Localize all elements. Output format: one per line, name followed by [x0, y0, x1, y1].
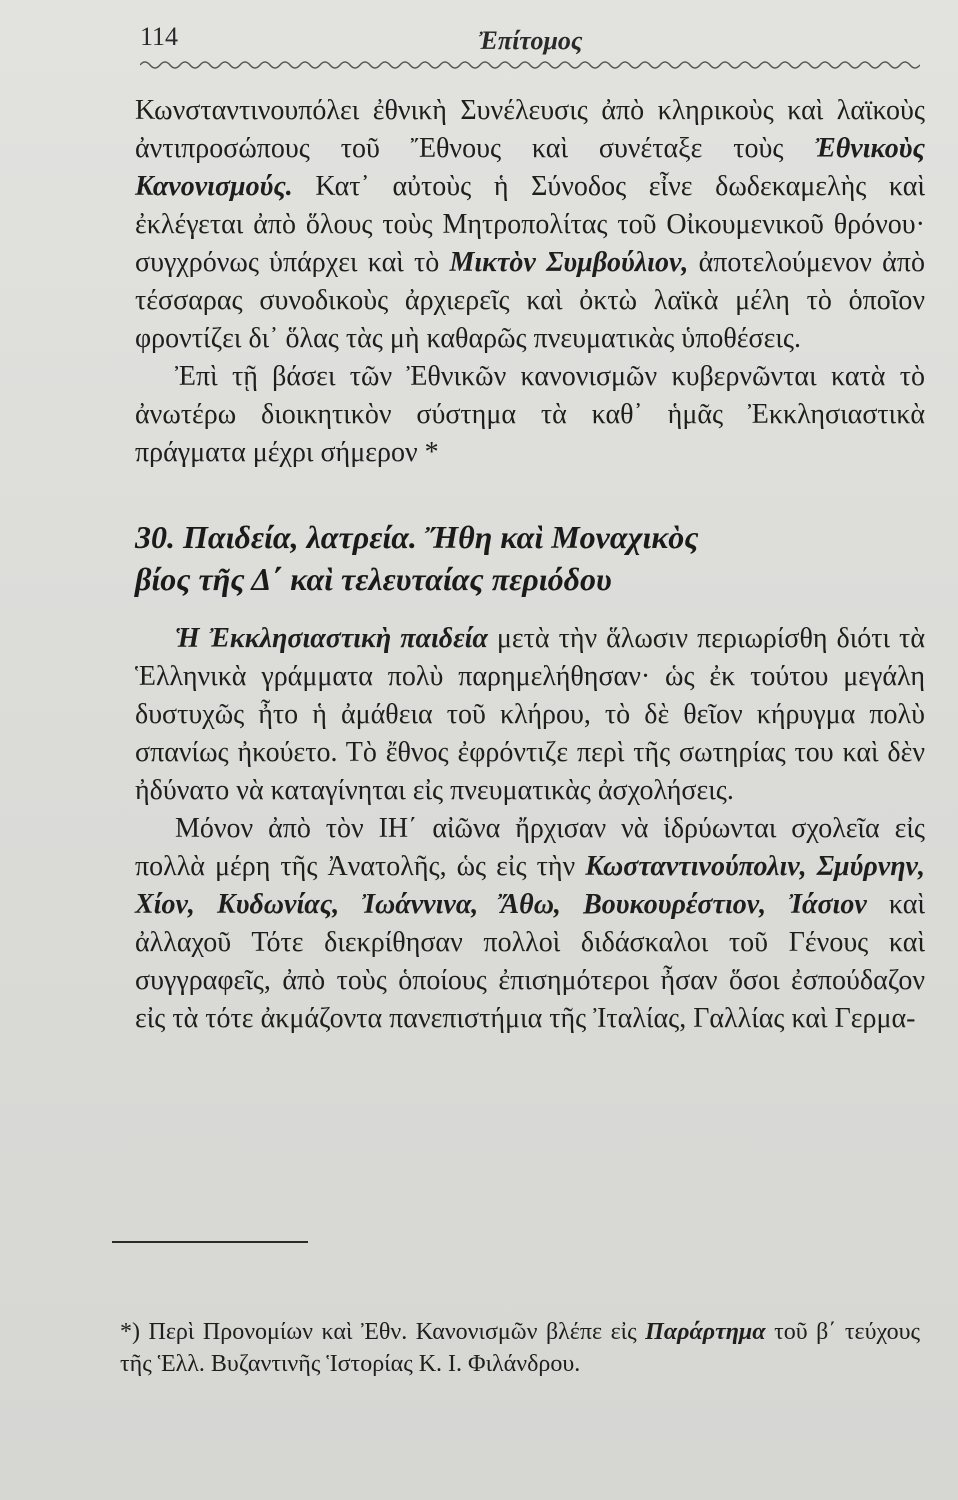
section-heading: [135, 516, 925, 600]
footnote: [120, 1316, 920, 1380]
emphasis-place-names: Κωσταντινούπολιν, Σμύρνην, Χίον, Κυδωνίας, Ἰωάννινα, Ἄθω, Βουκουρέστιον, Ἰάσιον: [135, 851, 925, 920]
emphasis-ethnikoi-kanonismoi: Ἐθνικοὺς Κανονισμούς.: [135, 133, 925, 202]
paragraph-1: [135, 92, 925, 358]
running-title: Ἐπίτομος: [478, 26, 583, 55]
text-run: καὶ ἀλλαχοῦ Τότε διεκρίθησαν πολλοὶ διδάσκαλοι τοῦ Γένους καὶ συγγραφεῖς, ἀπὸ τοὺς ὁποίους ἐπισημότεροι ἦσαν ὅσοι ἐσπούδαζον εἰς τὰ τότε ἀκμάζοντα πανεπιστήμια τῆς Ἰταλίας, Γαλλίας καὶ Γερμα-: [135, 889, 925, 1034]
section-heading-line-1: 30. Παιδεία, λατρεία. Ἤθη καὶ Μοναχικὸς: [135, 519, 699, 555]
main-text: [135, 92, 925, 1038]
text-run: *) Περὶ Προνομίων καὶ Ἐθν. Κανονισμῶν βλέπε εἰς: [120, 1319, 646, 1345]
footnote-divider: [112, 1241, 308, 1243]
emphasis-ekklisiastiki-paideia: Ἡ Ἐκκλησιαστικὴ παιδεία: [175, 623, 488, 654]
paragraph-2: Ἐπὶ τῇ βάσει τῶν Ἐθνικῶν κανονισμῶν κυβερνῶνται κατὰ τὸ ἀνωτέρω διοικητικὸν σύστημα τὰ καθ᾽ ἡμᾶς Ἐκκλησιαστικὰ πράγματα μέχρι σήμερον *: [135, 361, 925, 468]
text-run: ἀποτελούμενον ἀπὸ τέσσαρας συνοδικοὺς ἀρχιερεῖς καὶ ὀκτὼ λαϊκὰ μέλη τὸ ὁποῖον φροντίζει δι᾽ ὅλας τὰς μὴ καθαρῶς πνευματικὰς ὑποθέσεις.: [135, 247, 925, 354]
text-run: Μόνον ἀπὸ τὸν ΙΗ΄ αἰῶνα ἤρχισαν νὰ ἱδρύωνται σχολεῖα εἰς πολλὰ μέρη τῆς Ἀνατολῆς, ὡς εἰς τὴν: [135, 813, 925, 882]
emphasis-mikton-symvoulion: Μικτὸν Συμβούλιον,: [449, 247, 689, 278]
text-run: τοῦ β΄ τεύχους τῆς Ἑλλ. Βυζαντινῆς Ἱστορίας Κ. Ι. Φιλάνδρου.: [120, 1319, 920, 1377]
text-run: Κωνσταντινουπόλει ἐθνικὴ Συνέλευσις ἀπὸ κληρικοὺς καὶ λαϊκοὺς ἀντιπροσώπους τοῦ Ἔθνους καὶ συνέταξε τοὺς: [135, 95, 925, 164]
paragraph-4: [135, 810, 925, 1038]
section-heading-line-2: βίος τῆς Δ΄ καὶ τελευταίας περιόδου: [135, 561, 612, 597]
emphasis-parartima: Παράρτημα: [645, 1319, 766, 1345]
text-run: μετὰ τὴν ἅλωσιν περιωρίσθη διότι τὰ Ἑλληνικὰ γράμματα πολὺ παρημελήθησαν· ὡς ἐκ τούτου μεγάλη δυστυχῶς ἦτο ἡ ἀμάθεια τοῦ κλήρου, τὸ δὲ θεῖον κήρυγμα πολὺ σπανίως ἠκούετο. Τὸ ἔθνος ἐφρόντιζε περὶ τῆς σωτηρίας του καὶ δὲν ἠδύνατο νὰ καταγίνηται εἰς πνευματικὰς ἀσχολήσεις.: [135, 623, 925, 806]
paragraph-3: [135, 620, 925, 810]
page-number: 114: [140, 22, 179, 51]
wavy-header-rule: [140, 58, 920, 72]
text-run: Κατ᾽ αὐτοὺς ἡ Σύνοδος εἶνε δωδεκαμελὴς καὶ ἐκλέγεται ἀπὸ ὅλους τοὺς Μητροπολίτας τοῦ Οἰκουμενικοῦ θρόνου· συγχρόνως ὑπάρχει καὶ τὸ: [135, 171, 925, 278]
page-header: [0, 14, 958, 74]
